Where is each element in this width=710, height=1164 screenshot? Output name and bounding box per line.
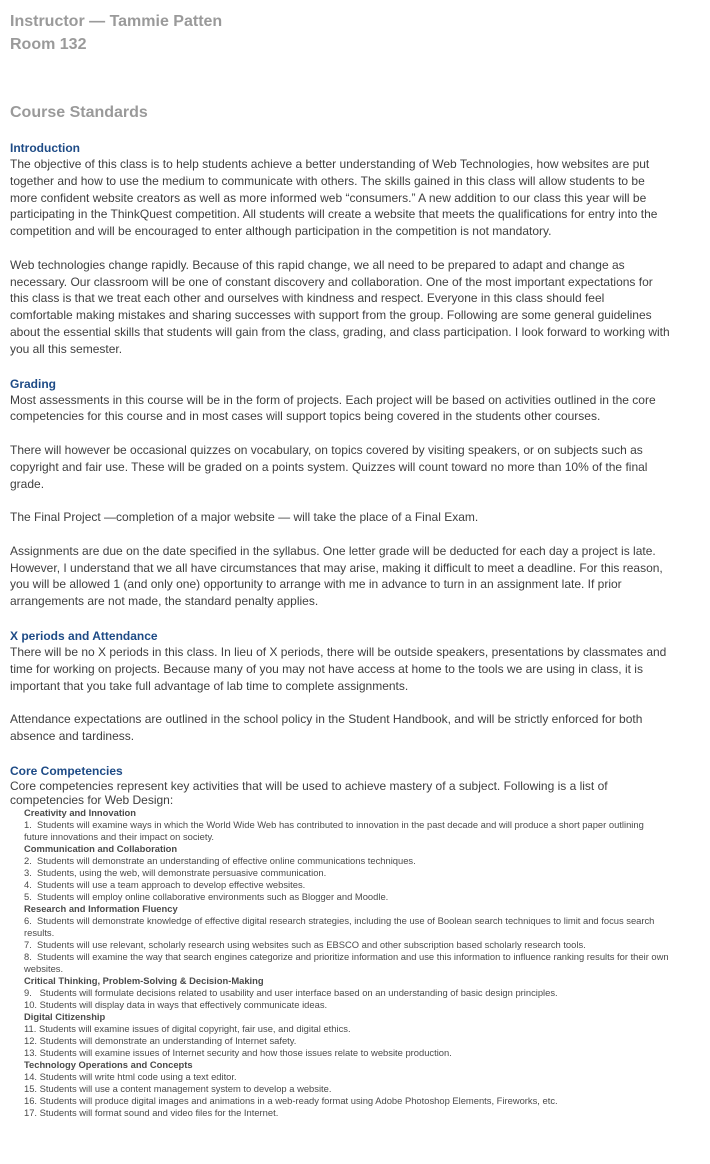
attendance-section (10, 628, 670, 745)
competency-item: 14. Students will write html code using a text editor. (24, 1070, 237, 1082)
competency-item: 6. Students will demonstrate knowledge of effective digital research strategies, including the use of Boolean search techniques to limit and focus search results. (24, 914, 658, 938)
core-competencies-section (10, 763, 670, 1119)
introduction-paragraph-1: The objective of this class is to help students achieve a better understanding of Web Technologies, how websites are put together and how to use the medium to communicate with others. The skills gained in this class will allow students to be more confident website creators as well as more informed web “consumers.” A new addition to our class this year will be participating in the ThinkQuest competition. All students will create a website that meets the qualifications for entry into the competition and will be encouraged to enter although participation in the competition is not mandatory. (10, 157, 658, 239)
competency-item: 17. Students will format sound and video files for the Internet. (24, 1106, 279, 1118)
competency-category: Technology Operations and Concepts (24, 1058, 193, 1070)
grading-paragraph-3: The Final Project —completion of a major website — will take the place of a Final Exam. (10, 510, 479, 525)
core-competencies-heading: Core Competencies (10, 763, 123, 778)
competency-item: 12. Students will demonstrate an understanding of Internet safety. (24, 1034, 297, 1046)
competency-item: 1. Students will examine ways in which the World Wide Web has contributed to innovation in the past decade and will produce a short paper outlining future innovations and their impact on society. (24, 818, 647, 842)
grading-paragraph-2: There will however be occasional quizzes on vocabulary, on topics covered by visiting speakers, or on subjects such as copyright and fair use. These will be graded on a points system. Quizzes will count toward no more than 10% of the final grade. (10, 442, 648, 491)
grading-heading: Grading (10, 376, 57, 391)
competency-item: 2. Students will demonstrate an understanding of effective online communications techniques. (24, 854, 416, 866)
attendance-heading: X periods and Attendance (10, 628, 158, 643)
competency-item: 5. Students will employ online collaborative environments such as Blogger and Moodle. (24, 890, 389, 902)
competency-item: 3. Students, using the web, will demonstrate persuasive communication. (24, 866, 327, 878)
instructor-line: Instructor — Tammie Patten (10, 13, 223, 30)
attendance-paragraph-2: Attendance expectations are outlined in the school policy in the Student Handbook, and will be strictly enforced for both absence and tardiness. (10, 712, 643, 743)
competency-category: Digital Citizenship (24, 1010, 106, 1022)
competency-item: 4. Students will use a team approach to develop effective websites. (24, 878, 306, 890)
grading-section (10, 376, 670, 610)
competency-item: 9. Students will formulate decisions related to usability and user interface based on an understanding of basic design principles. (24, 986, 558, 998)
document-page (10, 10, 670, 1119)
introduction-paragraph-2: Web technologies change rapidly. Because of this rapid change, we all need to be prepared to adapt and change as necessary. Our classroom will be one of constant discovery and collaboration. One of the most important expectations for this class is that we treat each other and ourselves with kindness and respect. Everyone in this class should feel comfortable making mistakes and sharing successes with support from the group. Following are some general guidelines about the essential skills that students will gain from the class, grading, and class participation. I look forward to working with you all this semester. (10, 257, 670, 356)
competency-category: Creativity and Innovation (24, 806, 136, 818)
competency-item: 11. Students will examine issues of digital copyright, fair use, and digital ethics. (24, 1022, 351, 1034)
competency-category: Research and Information Fluency (24, 902, 178, 914)
core-competencies-intro: Core competencies represent key activities that will be used to achieve mastery of a subject. Following is a list of competencies for Web Design: (10, 778, 608, 807)
competency-item: 16. Students will produce digital images and animations in a web-ready format using Adobe Photoshop Elements, Fireworks, etc. (24, 1094, 558, 1106)
grading-paragraph-1: Most assessments in this course will be in the form of projects. Each project will be based on activities outlined in the core competencies for this course and in most cases will support topics being covered in the students other courses. (10, 392, 656, 424)
competency-item: 10. Students will display data in ways that effectively communicate ideas. (24, 998, 328, 1010)
competency-item: 13. Students will examine issues of Internet security and how those issues relate to website production. (24, 1046, 452, 1058)
room-line: Room 132 (10, 36, 87, 53)
competency-category: Critical Thinking, Problem-Solving & Decision-Making (24, 974, 264, 986)
competency-category: Communication and Collaboration (24, 842, 178, 854)
competency-item: 8. Students will examine the way that search engines categorize and prioritize information and use this information to influence ranking results for their own websites. (24, 950, 672, 974)
competency-item: 7. Students will use relevant, scholarly research using websites such as EBSCO and other subscription based scholarly research tools. (24, 938, 586, 950)
competency-list (24, 807, 670, 1119)
course-standards-title: Course Standards (10, 104, 148, 121)
attendance-paragraph-1: There will be no X periods in this class. In lieu of X periods, there will be outside speakers, presentations by classmates and time for working on projects. Because many of you may not have access at home to the tools we are using in class, it is important that you take full advantage of lab time to complete assignments. (10, 644, 667, 693)
grading-paragraph-4: Assignments are due on the date specified in the syllabus. One letter grade will be deducted for each day a project is late. However, I understand that we all have circumstances that may arise, making it difficult to meet a deadline. For this reason, you will be allowed 1 (and only one) opportunity to arrange with me in advance to turn in an assignment late. If prior arrangements are not made, the standard penalty applies. (10, 543, 663, 609)
competency-item: 15. Students will use a content management system to develop a website. (24, 1082, 332, 1094)
introduction-heading: Introduction (10, 141, 80, 155)
introduction-section (10, 140, 670, 358)
